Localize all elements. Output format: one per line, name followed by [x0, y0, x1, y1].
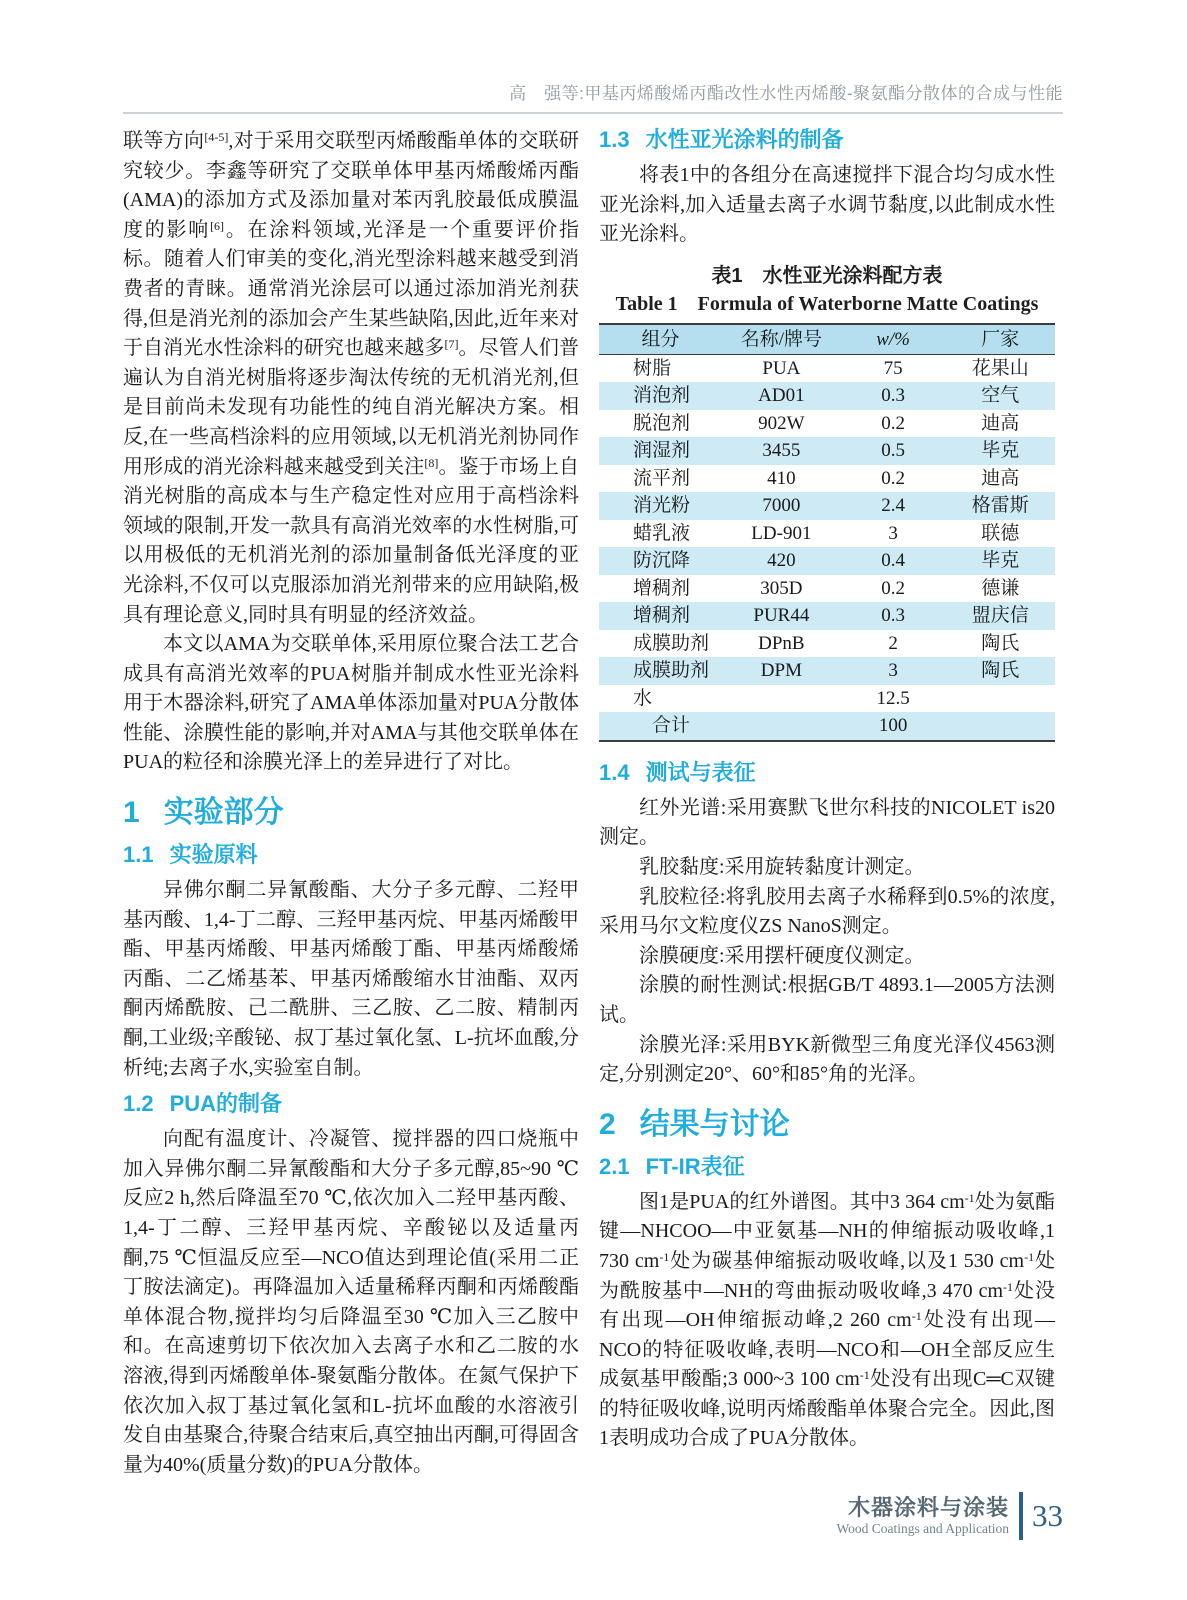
- paragraph: 涂膜硬度:采用摆杆硬度仪测定。: [639, 944, 925, 967]
- table-cell: [722, 685, 841, 713]
- table-cell: 100: [878, 715, 908, 737]
- running-head: 高 强等:甲基丙烯酸烯丙酯改性水性丙烯酸-聚氨酯分散体的合成与性能: [509, 84, 1063, 103]
- table-row: [599, 657, 1055, 685]
- superscript: -1: [911, 1309, 922, 1324]
- table-cell: 2.4: [881, 495, 905, 517]
- table-cell: 合计: [633, 715, 691, 737]
- page-number: 33: [1032, 1498, 1063, 1533]
- table-row: [599, 354, 1055, 382]
- table-cell: 联德: [981, 522, 1020, 544]
- superscript: [4-5]: [204, 130, 229, 144]
- table-cell: 格雷斯: [971, 495, 1029, 517]
- paragraph: 本文以AMA为交联单体,采用原位聚合法工艺合成具有高消光效率的PUA树脂并制成水性亚光涂料用于木器涂料,研究了AMA单体添加量对PUA分散体性能、涂膜性能的影响,并对AMA与其他交联单体在PUA的粒径和涂膜光泽上的差异进行了对比。: [123, 633, 579, 774]
- section-title: FT-IR表征: [645, 1153, 745, 1179]
- section-number: 2.1: [599, 1153, 630, 1179]
- text-run: 处没有出现—NCO的特征吸收峰,表明—NCO和—OH全部反应生成氨基甲酸酯;3 000~3 100 cm: [599, 1309, 1055, 1391]
- table-cell: 成膜助剂: [633, 632, 710, 654]
- table-cell: 305D: [760, 577, 803, 599]
- table-cell: 陶氏: [981, 660, 1020, 682]
- table-cell: 3455: [762, 440, 801, 462]
- text-run: 处为碳基伸缩振动吸收峰,以及1 530 cm: [669, 1249, 1025, 1272]
- paragraph: 涂膜光泽:采用BYK新微型三角度光泽仪4563测定,分别测定20°、60°和85°角的光泽。: [599, 1033, 1055, 1086]
- section-title: 水性亚光涂料的制备: [645, 127, 844, 152]
- subsection-heading-2-1: [599, 1154, 1055, 1180]
- journal-name-zh: 木器涂料与涂装: [847, 1495, 1009, 1520]
- table-row: [599, 382, 1055, 410]
- table-row: [599, 685, 1055, 713]
- table-cell: DPM: [760, 660, 802, 682]
- table-cell: 流平剂: [633, 467, 691, 489]
- table-cell: LD-901: [751, 522, 812, 544]
- paragraph: 涂膜的耐性测试:根据GB/T 4893.1—2005方法测试。: [599, 974, 1055, 1026]
- table-cell: 增稠剂: [633, 605, 691, 627]
- paragraph: 乳胶粒径:将乳胶用去离子水稀释到0.5%的浓度,采用马尔文粒度仪ZS NanoS测定。: [599, 885, 1055, 938]
- table-cell: 毕克: [981, 550, 1020, 572]
- table-cell: 0.2: [881, 412, 905, 434]
- section-number: 2: [599, 1107, 616, 1141]
- table-cell: 0.2: [881, 467, 905, 489]
- table-cell: 0.5: [881, 440, 905, 462]
- table-cell: 0.2: [881, 577, 905, 599]
- table-cell: PUA: [762, 357, 801, 379]
- table-cell: 增稠剂: [633, 577, 691, 599]
- table-cell: 3: [888, 660, 898, 682]
- table-cell: 蜡乳液: [633, 522, 691, 544]
- table-cell: 12.5: [876, 687, 910, 709]
- table-cell: 迪高: [981, 467, 1020, 489]
- table-header-cell: 名称/牌号: [722, 324, 841, 355]
- paragraph: 异佛尔酮二异氰酸酯、大分子多元醇、二羟甲基丙酸、1,4-丁二醇、三羟甲基丙烷、甲基丙烯酸甲酯、甲基丙烯酸、甲基丙烯酸丁酯、甲基丙烯酸烯丙酯、二乙烯基苯、甲基丙烯酸缩水甘油酯、双丙酮丙烯酰胺、己二酰肼、三乙胺、乙二胺、精制丙酮,工业级;辛酸铋、叔丁基过氧化氢、L-抗坏血酸,分析纯;去离子水,实验室自制。: [123, 879, 579, 1079]
- paragraph: 红外光谱:采用赛默飞世尔科技的NICOLET is20测定。: [599, 796, 1055, 849]
- paragraph: 将表1中的各组分在高速搅拌下混合均匀成水性亚光涂料,加入适量去离子水调节黏度,以此制成水性亚光涂料。: [599, 164, 1055, 246]
- section-number: 1.2: [123, 1091, 154, 1117]
- table-cell: 德谦: [981, 577, 1020, 599]
- section-number: 1.1: [123, 842, 154, 868]
- table-cell: 水: [633, 687, 653, 709]
- superscript: -1: [659, 1249, 670, 1264]
- table-cell: 树脂: [633, 357, 672, 379]
- table-cell: DPnB: [758, 632, 805, 654]
- text-run: 处没有出现C═C双键的特征吸收峰,说明丙烯酸酯单体聚合完全。因此,图1表明成功合成了PUA分散体。: [599, 1368, 1055, 1450]
- table-cell: 盟庆信: [971, 605, 1029, 627]
- table-cell: 脱泡剂: [633, 412, 691, 434]
- journal-name-en: Wood Coatings and Application: [836, 1521, 1009, 1536]
- table-cell: 410: [767, 467, 796, 489]
- table-cell: 0.4: [881, 550, 905, 572]
- subsection-heading-1-3: [599, 127, 1055, 153]
- table-cell: 420: [767, 550, 796, 572]
- table-cell: 2: [888, 632, 898, 654]
- text-run: 处为酰胺基中—NH的弯曲振动吸收峰,3 470 cm: [599, 1249, 1056, 1302]
- section-title: 实验原料: [169, 842, 258, 868]
- journal-name: [836, 1495, 1009, 1537]
- subsection-heading-1-1: [123, 842, 579, 868]
- paragraph: [123, 127, 579, 630]
- table-cell: [722, 712, 841, 741]
- table-row: [599, 492, 1055, 520]
- page-footer: [123, 1492, 1063, 1540]
- table-cell: 3: [888, 522, 898, 544]
- table-caption-en: Table 1 Formula of Waterborne Matte Coatings: [615, 292, 1039, 315]
- text-run: 联等方向: [123, 130, 205, 152]
- table-cell: 消光粉: [633, 495, 691, 517]
- table-row: [599, 437, 1055, 465]
- header-divider: [123, 112, 1063, 114]
- section-heading-1: [123, 796, 579, 830]
- section-heading-2: [599, 1108, 1055, 1142]
- table-cell: 迪高: [981, 412, 1020, 434]
- footer-divider-bar: [1019, 1492, 1023, 1540]
- table-row: [599, 575, 1055, 603]
- table-row: [599, 465, 1055, 493]
- table-cell: [946, 712, 1055, 741]
- table-header-cell: 厂家: [946, 324, 1055, 355]
- superscript: -1: [1003, 1279, 1014, 1294]
- table-cell: AD01: [758, 385, 805, 407]
- table-cell: 空气: [981, 385, 1020, 407]
- section-title: 实验部分: [163, 796, 284, 830]
- section-title: 测试与表征: [645, 759, 756, 785]
- table-cell: 防沉降: [633, 550, 691, 572]
- section-title: PUA的制备: [169, 1091, 283, 1117]
- table-row: [599, 410, 1055, 438]
- text-run: 。在涂料领域,光泽是一个重要评价指标。随着人们审美的变化,消光型涂料越来越受到消费者的青睐。通常消光涂层可以通过添加消光剂获得,但是消光剂的添加会产生某些缺陷,因此,近年来对于自消光水性涂料的研究也越来越多: [123, 218, 580, 360]
- left-column: [123, 127, 579, 1480]
- superscript: -1: [859, 1368, 870, 1383]
- superscript: -1: [964, 1190, 975, 1205]
- subsection-heading-1-4: [599, 760, 1055, 786]
- table-cell: 陶氏: [981, 632, 1020, 654]
- right-column: [599, 127, 1055, 1454]
- text-run: 处没有出现—OH伸缩振动峰,2 260 cm: [599, 1279, 1055, 1332]
- table-cell: 花果山: [971, 357, 1029, 379]
- text-run: 图1是PUA的红外谱图。其中3 364 cm: [639, 1190, 965, 1213]
- table-cell: PUR44: [753, 605, 810, 627]
- text-run: 。尽管人们普遍认为自消光树脂将逐步淘汰传统的无机消光剂,但是目前尚未发现有功能性的纯自消光解决方案。相反,在一些高档涂料的应用领域,以无机消光剂协同作用形成的消光涂料越来越受到关注: [123, 337, 580, 478]
- table-cell: 消泡剂: [633, 385, 691, 407]
- table-header-row: [599, 324, 1055, 355]
- table-cell: [946, 685, 1055, 713]
- section-number: 1.3: [599, 127, 630, 152]
- superscript: [6]: [210, 218, 225, 233]
- section-number: 1.4: [599, 759, 630, 785]
- table-cell: 0.3: [881, 385, 905, 407]
- table-row: [599, 630, 1055, 658]
- table-row: [599, 547, 1055, 575]
- table-cell: 成膜助剂: [633, 660, 710, 682]
- section-title: 结果与讨论: [639, 1107, 790, 1141]
- table-cell: 毕克: [981, 440, 1020, 462]
- text-run: ,对于采用交联型丙烯酸酯单体的交联研究较少。李鑫等研究了交联单体甲基丙烯酸烯丙酯(AMA)的添加方式及添加量对苯丙乳胶最低成膜温度的影响: [123, 130, 580, 241]
- superscript: [7]: [444, 337, 459, 352]
- paragraph: 向配有温度计、冷凝管、搅拌器的四口烧瓶中加入异佛尔酮二异氰酸酯和大分子多元醇,85~90 ℃反应2 h,然后降温至70 ℃,依次加入二羟甲基丙酸、1,4-丁二醇、三羟甲基丙烷、辛酸铋以及适量丙酮,75 ℃恒温反应至—NCO值达到理论值(采用二正丁胺法滴定)。再降温加入适量稀释丙酮和丙烯酸酯单体混合物,搅拌均匀后降温至30 ℃加入三乙胺中和。在高速剪切下依次加入去离子水和乙二胺的水溶液,得到丙烯酸单体-聚氨酯分散体。在氮气保护下依次加入叔丁基过氧化氢和L-抗坏血酸的水溶液引发自由基聚合,待聚合结束后,真空抽出丙酮,可得固含量为40%(质量分数)的PUA分散体。: [123, 1128, 579, 1476]
- text-run: 处为氨酯键—NHCOO—中亚氨基—NH的伸缩振动吸收峰,1 730 cm: [599, 1190, 1055, 1272]
- formula-table-block: [599, 262, 1055, 742]
- table-cell: 润湿剂: [633, 440, 691, 462]
- superscript: [8]: [424, 455, 439, 470]
- paragraph: [599, 1188, 1055, 1454]
- text-run: 。鉴于市场上自消光树脂的高成本与生产稳定性对应用于高档涂料领域的限制,开发一款具有高消光效率的水性树脂,可以用极低的无机消光剂的添加量制备低光泽度的亚光涂料,不仅可以克服添加消光剂带来的应用缺陷,极具有理论意义,同时具有明显的经济效益。: [123, 455, 580, 626]
- subsection-heading-1-2: [123, 1091, 579, 1117]
- table-caption-zh: 表1 水性亚光涂料配方表: [711, 264, 943, 287]
- table-header-cell: 组分: [599, 324, 722, 355]
- table-row: [599, 520, 1055, 548]
- table-header-cell: w/%: [841, 324, 946, 355]
- superscript: -1: [1024, 1249, 1035, 1264]
- table-cell: 902W: [758, 412, 805, 434]
- table-cell: 7000: [762, 495, 801, 517]
- table-cell: 75: [883, 357, 903, 379]
- paragraph: 乳胶黏度:采用旋转黏度计测定。: [639, 855, 925, 878]
- formula-table: [599, 323, 1055, 742]
- section-number: 1: [123, 796, 140, 830]
- table-row: [599, 712, 1055, 741]
- table-cell: 0.3: [881, 605, 905, 627]
- table-row: [599, 602, 1055, 630]
